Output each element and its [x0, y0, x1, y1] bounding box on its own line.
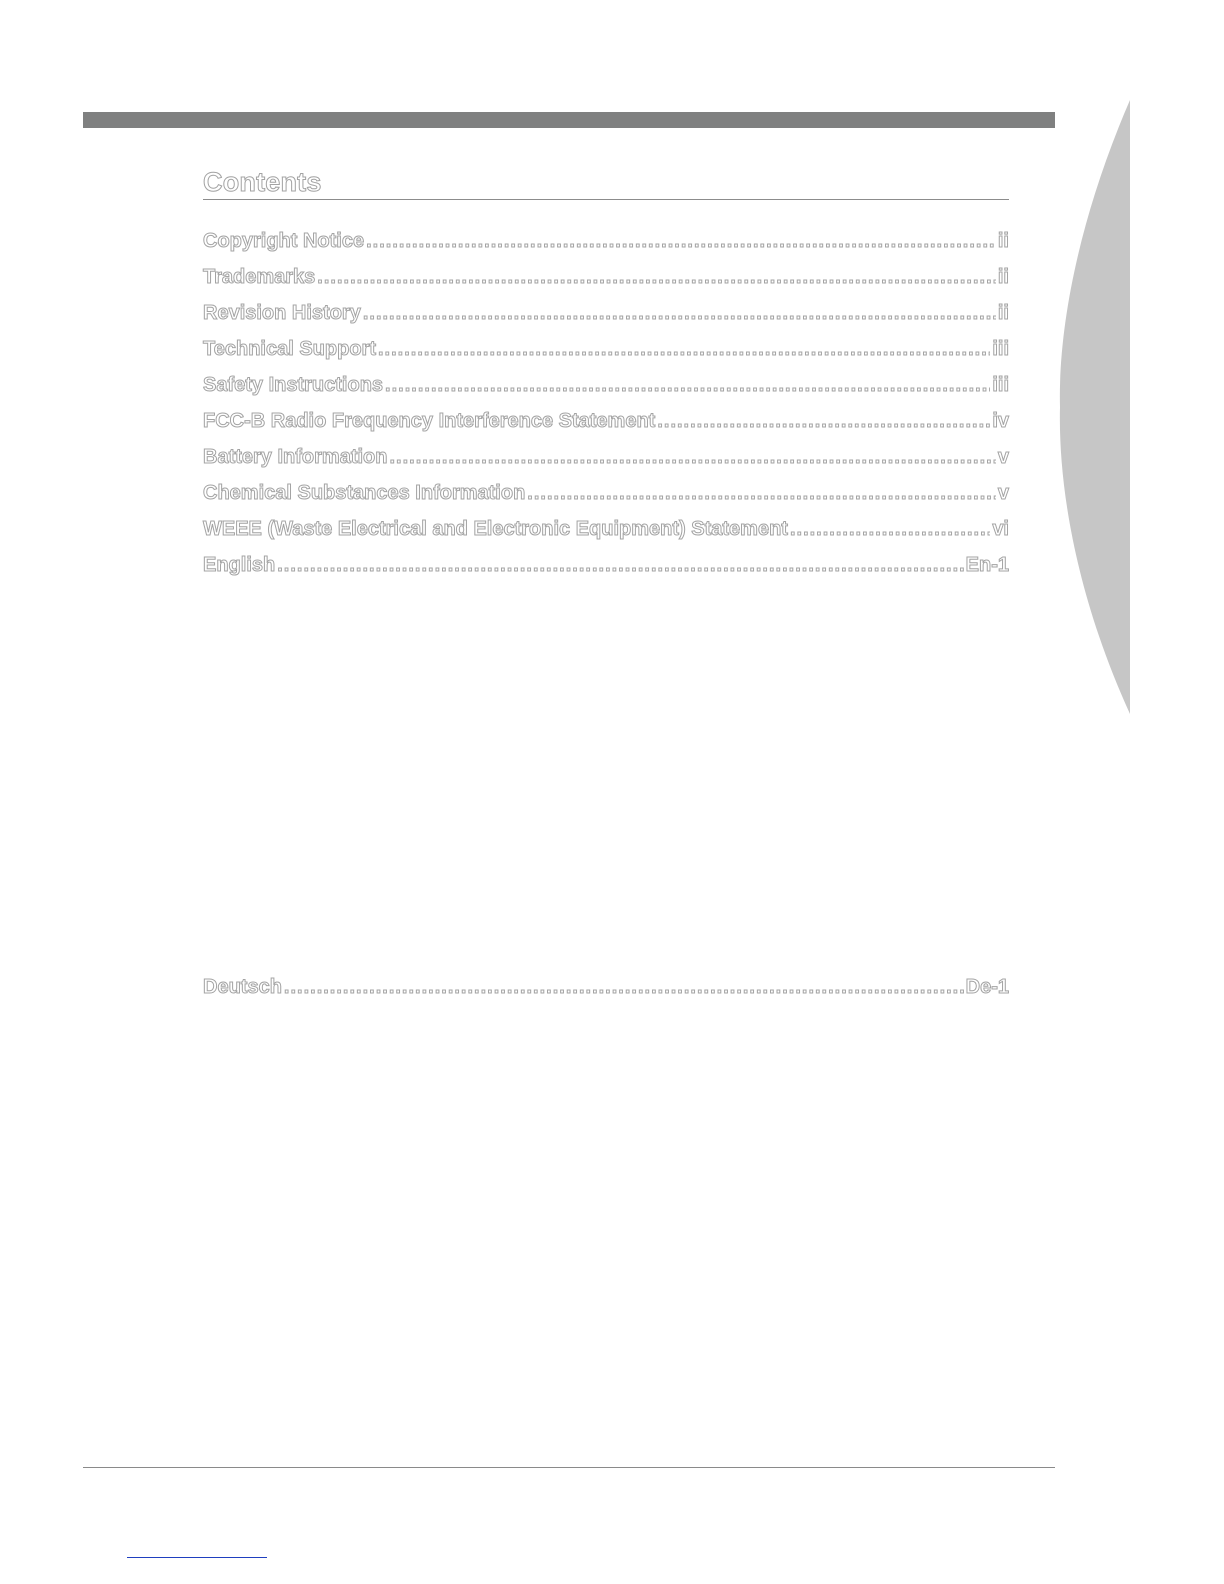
toc-entry-page: v: [997, 482, 1009, 504]
toc-entry-page: v: [997, 446, 1009, 468]
toc-entry-label: WEEE (Waste Electrical and Electronic Equipment) Statement: [203, 518, 788, 540]
toc-entry[interactable]: [203, 326, 1009, 362]
toc-entry-page: iii: [992, 338, 1009, 360]
footer-link-underline[interactable]: [127, 1557, 267, 1558]
toc-entry-page: ii: [997, 302, 1009, 324]
toc-entry[interactable]: [203, 218, 1009, 254]
toc-entry[interactable]: [203, 254, 1009, 290]
toc-entry-label: Revision History: [203, 302, 361, 324]
toc-entry-page: De-1: [965, 976, 1009, 998]
toc-entry-label: Safety Instructions: [203, 374, 384, 396]
toc-entry[interactable]: [203, 398, 1009, 434]
toc-entry-label: Trademarks: [203, 266, 316, 288]
toc-entry-deutsch[interactable]: [203, 964, 1009, 1000]
toc-entry-leader: [657, 408, 990, 434]
toc-entry-label: Chemical Substances Information: [203, 482, 526, 504]
toc-entry-leader: [363, 300, 996, 326]
footer-rule: [83, 1467, 1055, 1468]
toc-entry-label: Deutsch: [203, 976, 282, 998]
toc-entry-page: iv: [992, 410, 1009, 432]
toc-entry[interactable]: [203, 290, 1009, 326]
toc-entry-leader: [385, 372, 990, 398]
toc-entry-leader: [284, 974, 964, 1000]
toc-entry-page: En-1: [965, 554, 1009, 576]
toc-entry-leader: [317, 264, 996, 290]
toc-entry-page: vi: [992, 518, 1009, 540]
toc-entry-page: iii: [992, 374, 1009, 396]
toc-entry-leader: [378, 336, 990, 362]
side-tab: [1058, 100, 1138, 714]
toc-entry[interactable]: [203, 362, 1009, 398]
toc-entry[interactable]: [203, 542, 1009, 578]
header-bar: [83, 112, 1055, 128]
table-of-contents: [203, 166, 1009, 998]
toc-entry-label: English: [203, 554, 276, 576]
toc-entry[interactable]: [203, 434, 1009, 470]
toc-entry[interactable]: [203, 506, 1009, 542]
toc-entry[interactable]: [203, 470, 1009, 506]
toc-entry-page: ii: [997, 266, 1009, 288]
toc-entry-leader: [790, 516, 990, 542]
toc-list: [203, 218, 1009, 578]
toc-entry-leader: [389, 444, 995, 470]
toc-entry-page: ii: [997, 230, 1009, 252]
toc-entry-leader: [277, 552, 963, 578]
toc-entry-label: Copyright Notice: [203, 230, 365, 252]
toc-entry-leader: [527, 480, 996, 506]
toc-entry-label: Technical Support: [203, 338, 376, 360]
toc-entry-label: FCC-B Radio Frequency Interference Statement: [203, 410, 656, 432]
toc-entry-leader: [366, 228, 996, 254]
toc-entry-label: Battery Information: [203, 446, 388, 468]
toc-title: Contents: [203, 166, 1009, 200]
